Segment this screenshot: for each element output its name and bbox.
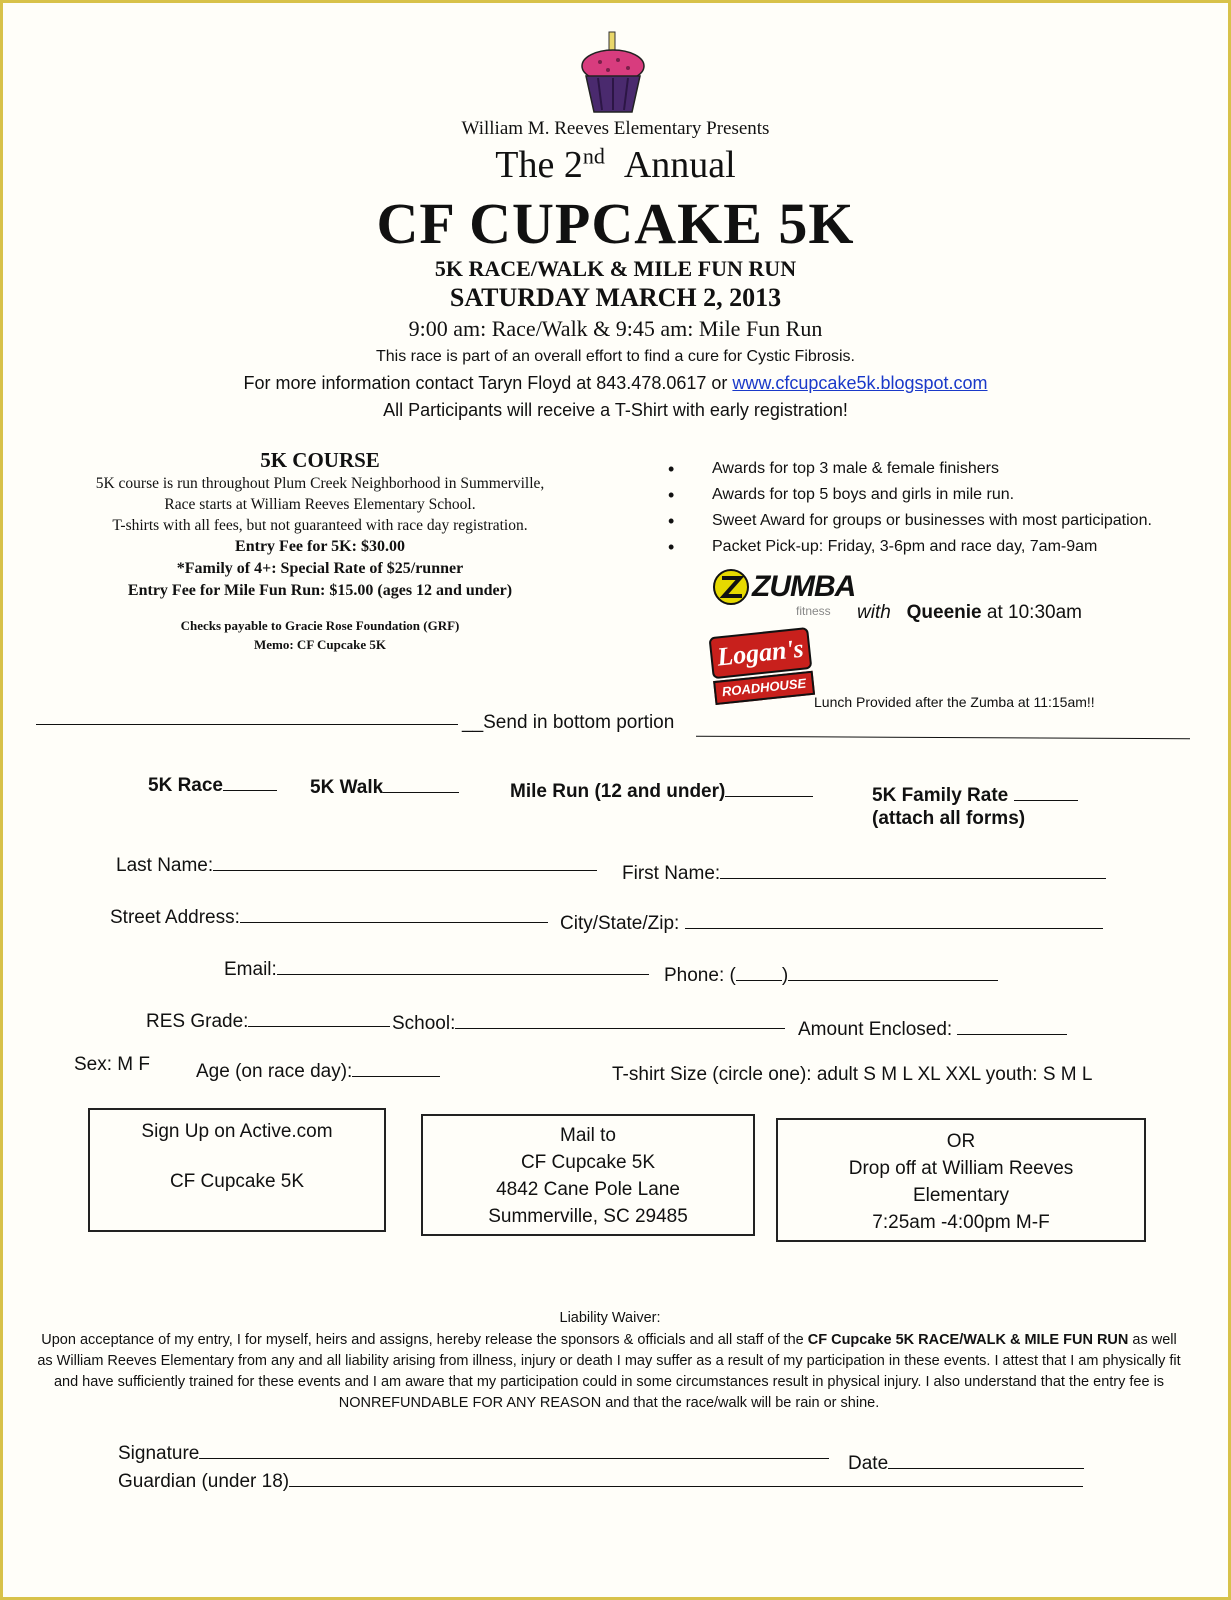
- city-label: City/State/Zip:: [560, 912, 680, 934]
- drop-line-4: 7:25am -4:00pm M-F: [872, 1212, 1050, 1233]
- street-field: [110, 902, 548, 929]
- email-input[interactable]: [277, 954, 649, 975]
- zumba-logo: [712, 568, 856, 618]
- logans-wordmark: Logan's: [709, 627, 813, 679]
- event-mile-run: [510, 776, 813, 803]
- drop-line-2: Drop off at William Reeves: [848, 1158, 1074, 1179]
- zumba-with: with: [857, 602, 891, 623]
- waiver-text-bold: CF Cupcake 5K RACE/WALK & MILE FUN RUN: [807, 1332, 1129, 1348]
- zumba-time: at 10:30am: [986, 602, 1082, 623]
- contact-line: [0, 373, 1231, 394]
- family-blank[interactable]: [1014, 780, 1078, 801]
- drop-line-1: OR: [946, 1131, 976, 1152]
- fee-mile: Entry Fee for Mile Fun Run: $15.00 (ages 12 and under): [127, 582, 513, 599]
- event-title: CF CUPCAKE 5K: [376, 191, 855, 256]
- course-heading: 5K COURSE: [260, 448, 380, 472]
- waiver-heading: Liability Waiver:: [559, 1310, 661, 1326]
- waiver-text-b: as well as William Reeves Elementary from any and all liability arising from illness, injury or death I may suffer as a result of my participation in these events. I attest that I am physically fit and have sufficiently trained for these events and I am aware that my participation could in some circumstances result in physical injury. I also understand that the entry fee is NONREFUNDABLE FOR ANY REASON and that the race/walk will be rain or shine.: [37, 1332, 1181, 1411]
- event-5k-race: [148, 770, 277, 797]
- course-section: [40, 448, 600, 654]
- email-field: [224, 954, 649, 981]
- waiver-text-a: Upon acceptance of my entry, I for myself, heirs and assigns, hereby release the sponsors & officials and all staff of the: [41, 1332, 804, 1348]
- amount-field: [798, 1014, 1067, 1041]
- awards-list: [668, 456, 1188, 560]
- grade-input[interactable]: [248, 1006, 390, 1027]
- guardian-input[interactable]: [289, 1466, 1083, 1487]
- mail-line-4: Summerville, SC 29485: [488, 1206, 688, 1227]
- lunch-note: Lunch Provided after the Zumba at 11:15am!!: [814, 694, 1095, 710]
- mail-line-2: CF Cupcake 5K: [520, 1152, 656, 1173]
- mail-to-box: [421, 1114, 755, 1236]
- blog-link[interactable]: www.cfcupcake5k.blogspot.com: [732, 373, 988, 393]
- amount-input[interactable]: [957, 1014, 1067, 1035]
- course-line-1: 5K course is run throughout Plum Creek Neighborhood in Summerville,: [95, 475, 545, 492]
- annual-pre: The 2: [495, 144, 583, 186]
- checks-payable: Checks payable to Gracie Rose Foundation (GRF): [180, 618, 460, 633]
- first-name-field: [622, 858, 1106, 885]
- event-5k-race-label: 5K Race: [148, 774, 223, 796]
- guardian-label: Guardian (under 18): [118, 1470, 290, 1492]
- first-name-input[interactable]: [720, 858, 1106, 879]
- waiver-text: [34, 1330, 1184, 1414]
- city-field: [560, 908, 1103, 935]
- last-name-input[interactable]: [213, 850, 597, 871]
- sex-field[interactable]: Sex: M F: [74, 1054, 151, 1075]
- active-line-1: Sign Up on Active.com: [141, 1121, 333, 1142]
- award-item: • Awards for top 5 boys and girls in mile run.: [668, 482, 1188, 508]
- guardian-field: [118, 1466, 1083, 1493]
- zumba-line: [857, 602, 1082, 624]
- event-family-rate-label: 5K Family Rate: [872, 784, 1009, 806]
- zumba-instructor: Queenie: [906, 602, 982, 623]
- family-rate: *Family of 4+: Special Rate of $25/runner: [176, 560, 464, 577]
- drop-line-3: Elementary: [912, 1185, 1010, 1206]
- race-blank[interactable]: [223, 770, 277, 791]
- annual-heading: [0, 143, 1231, 187]
- course-line-3: T-shirts with all fees, but not guaranteed with race day registration.: [112, 517, 528, 534]
- age-input[interactable]: [352, 1056, 440, 1077]
- street-input[interactable]: [240, 902, 548, 923]
- event-family-rate: [872, 780, 1078, 807]
- active-line-2: CF Cupcake 5K: [169, 1171, 305, 1192]
- contact-text: For more information contact Taryn Floyd at 843.478.0617 or: [243, 373, 728, 393]
- signature-input[interactable]: [199, 1438, 829, 1459]
- divider-label: __Send in bottom portion: [462, 712, 675, 733]
- mail-line-3: 4842 Cane Pole Lane: [496, 1179, 680, 1200]
- street-label: Street Address:: [110, 906, 240, 928]
- date-label: Date: [848, 1452, 889, 1474]
- tshirt-size-field[interactable]: T-shirt Size (circle one): adult S M L XL XXL youth: S M L: [612, 1064, 1093, 1085]
- annual-sup: nd: [582, 143, 605, 169]
- walk-blank[interactable]: [383, 772, 459, 793]
- last-name-label: Last Name:: [116, 854, 214, 876]
- event-mile-run-label: Mile Run (12 and under): [510, 780, 726, 802]
- first-name-label: First Name:: [622, 862, 721, 884]
- mail-line-1: Mail to: [560, 1125, 616, 1146]
- signature-label: Signature: [118, 1442, 200, 1464]
- school-input[interactable]: [455, 1008, 785, 1029]
- presenter-line: William M. Reeves Elementary Presents: [461, 118, 770, 139]
- school-field: [392, 1008, 785, 1035]
- active-signup-box: [88, 1108, 386, 1232]
- phone-input[interactable]: [788, 960, 998, 981]
- zumba-icon: [712, 568, 752, 606]
- award-item: • Awards for top 3 male & female finishers: [668, 456, 1188, 482]
- city-input[interactable]: [685, 908, 1103, 929]
- drop-off-box: [776, 1118, 1146, 1242]
- divider-line-left: [36, 724, 458, 725]
- last-name-field: [116, 850, 597, 877]
- tshirt-note: All Participants will receive a T-Shirt with early registration!: [383, 400, 848, 420]
- course-line-2: Race starts at William Reeves Elementary School.: [164, 496, 476, 513]
- event-times: 9:00 am: Race/Walk & 9:45 am: Mile Fun Run: [408, 316, 823, 341]
- award-item: • Sweet Award for groups or businesses with most participation.: [668, 508, 1188, 534]
- school-label: School:: [392, 1012, 456, 1034]
- zumba-fitness: fitness: [796, 604, 831, 618]
- amount-label: Amount Enclosed:: [798, 1018, 953, 1040]
- area-code-input[interactable]: [736, 960, 782, 981]
- family-note: (attach all forms): [872, 808, 1026, 829]
- award-item: • Packet Pick-up: Friday, 3-6pm and race day, 7am-9am: [668, 534, 1188, 560]
- fee-5k: Entry Fee for 5K: $30.00: [235, 538, 405, 555]
- annual-post: Annual: [623, 144, 736, 186]
- event-subtitle: 5K RACE/WALK & MILE FUN RUN: [434, 256, 797, 281]
- age-field: [196, 1056, 440, 1083]
- grade-label: RES Grade:: [146, 1010, 249, 1032]
- phone-field: [664, 960, 998, 987]
- event-5k-walk: [310, 772, 459, 799]
- logans-logo: [709, 627, 816, 709]
- phone-close: ): [781, 964, 789, 986]
- cupcake-icon: [578, 30, 648, 118]
- mile-blank[interactable]: [725, 776, 813, 797]
- purpose-line: This race is part of an overall effort to find a cure for Cystic Fibrosis.: [376, 348, 855, 365]
- zumba-wordmark: ZUMBA: [752, 570, 856, 603]
- event-date: SATURDAY MARCH 2, 2013: [449, 283, 782, 312]
- grade-field: [146, 1006, 390, 1033]
- age-label: Age (on race day):: [196, 1060, 353, 1082]
- phone-label: Phone: (: [664, 964, 736, 986]
- event-5k-walk-label: 5K Walk: [310, 776, 384, 798]
- email-label: Email:: [224, 958, 277, 980]
- checks-memo: Memo: CF Cupcake 5K: [253, 637, 387, 652]
- logans-roadhouse: ROADHOUSE: [713, 671, 815, 705]
- signature-field: [118, 1438, 829, 1465]
